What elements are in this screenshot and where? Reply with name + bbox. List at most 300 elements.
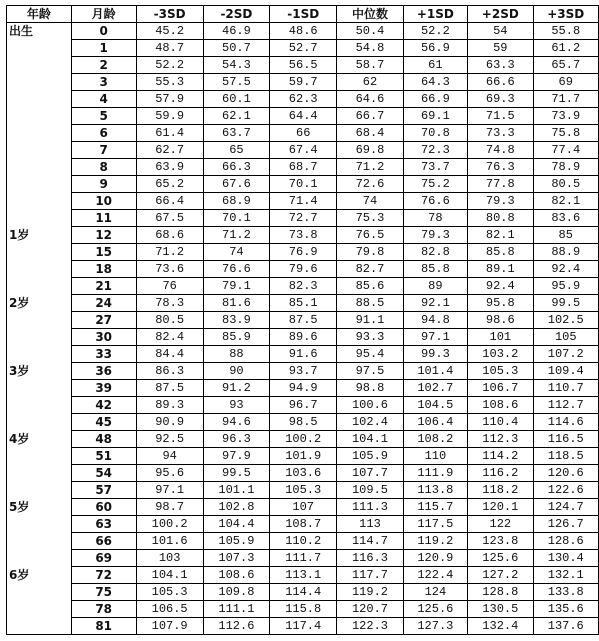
- value-cell: 92.5: [136, 431, 203, 448]
- value-cell: 67.5: [136, 210, 203, 227]
- value-cell: 76.6: [403, 193, 467, 210]
- month-cell: 33: [71, 346, 136, 363]
- value-cell: 90: [203, 363, 269, 380]
- value-cell: 97.1: [403, 329, 467, 346]
- age-cell: [7, 414, 72, 431]
- value-cell: 120.9: [403, 550, 467, 567]
- value-cell: 118.2: [468, 482, 533, 499]
- value-cell: 122.6: [533, 482, 598, 499]
- value-cell: 78.3: [136, 295, 203, 312]
- value-cell: 105: [533, 329, 598, 346]
- header-median: 中位数: [337, 6, 403, 23]
- value-cell: 52.7: [270, 40, 337, 57]
- value-cell: 100.2: [136, 516, 203, 533]
- month-cell: 36: [71, 363, 136, 380]
- value-cell: 93: [203, 397, 269, 414]
- value-cell: 82.4: [136, 329, 203, 346]
- value-cell: 66.3: [203, 159, 269, 176]
- value-cell: 75.3: [337, 210, 403, 227]
- value-cell: 85.9: [203, 329, 269, 346]
- value-cell: 70.1: [203, 210, 269, 227]
- value-cell: 63.3: [468, 57, 533, 74]
- value-cell: 115.7: [403, 499, 467, 516]
- value-cell: 114.7: [337, 533, 403, 550]
- value-cell: 65.2: [136, 176, 203, 193]
- value-cell: 69: [533, 74, 598, 91]
- value-cell: 104.5: [403, 397, 467, 414]
- value-cell: 105.9: [203, 533, 269, 550]
- value-cell: 68.7: [270, 159, 337, 176]
- value-cell: 100.2: [270, 431, 337, 448]
- value-cell: 45.2: [136, 23, 203, 40]
- table-row: [7, 414, 599, 431]
- value-cell: 110.2: [270, 533, 337, 550]
- value-cell: 76: [136, 278, 203, 295]
- value-cell: 58.7: [337, 57, 403, 74]
- month-cell: 21: [71, 278, 136, 295]
- age-cell: [7, 312, 72, 329]
- value-cell: 127.3: [403, 618, 467, 635]
- value-cell: 82.7: [337, 261, 403, 278]
- month-cell: 11: [71, 210, 136, 227]
- value-cell: 96.3: [203, 431, 269, 448]
- value-cell: 117.7: [337, 567, 403, 584]
- age-cell: 1岁: [7, 227, 72, 244]
- month-cell: 69: [71, 550, 136, 567]
- value-cell: 104.4: [203, 516, 269, 533]
- value-cell: 101: [468, 329, 533, 346]
- value-cell: 72.3: [403, 142, 467, 159]
- value-cell: 79.1: [203, 278, 269, 295]
- value-cell: 82.8: [403, 244, 467, 261]
- value-cell: 107.2: [533, 346, 598, 363]
- age-cell: [7, 176, 72, 193]
- age-cell: [7, 516, 72, 533]
- value-cell: 89: [403, 278, 467, 295]
- table-row: [7, 193, 599, 210]
- value-cell: 94.9: [270, 380, 337, 397]
- value-cell: 95.8: [468, 295, 533, 312]
- table-row: [7, 533, 599, 550]
- table-row: [7, 397, 599, 414]
- value-cell: 105.3: [270, 482, 337, 499]
- value-cell: 78.9: [533, 159, 598, 176]
- value-cell: 102.4: [337, 414, 403, 431]
- value-cell: 85.8: [468, 244, 533, 261]
- value-cell: 68.4: [337, 125, 403, 142]
- value-cell: 81.6: [203, 295, 269, 312]
- value-cell: 70.1: [270, 176, 337, 193]
- table-row: [7, 108, 599, 125]
- value-cell: 74: [203, 244, 269, 261]
- value-cell: 110.7: [533, 380, 598, 397]
- value-cell: 120.6: [533, 465, 598, 482]
- value-cell: 76.5: [337, 227, 403, 244]
- value-cell: 122.4: [403, 567, 467, 584]
- table-row: [7, 380, 599, 397]
- value-cell: 89.6: [270, 329, 337, 346]
- value-cell: 63.9: [136, 159, 203, 176]
- value-cell: 101.4: [403, 363, 467, 380]
- value-cell: 128.8: [468, 584, 533, 601]
- month-cell: 60: [71, 499, 136, 516]
- value-cell: 92.4: [468, 278, 533, 295]
- value-cell: 102.5: [533, 312, 598, 329]
- value-cell: 116.2: [468, 465, 533, 482]
- value-cell: 69.8: [337, 142, 403, 159]
- age-cell: 5岁: [7, 499, 72, 516]
- value-cell: 95.6: [136, 465, 203, 482]
- value-cell: 104.1: [136, 567, 203, 584]
- value-cell: 94.8: [403, 312, 467, 329]
- value-cell: 132.4: [468, 618, 533, 635]
- value-cell: 54: [468, 23, 533, 40]
- value-cell: 80.8: [468, 210, 533, 227]
- value-cell: 137.6: [533, 618, 598, 635]
- table-row: [7, 227, 599, 244]
- value-cell: 59.7: [270, 74, 337, 91]
- value-cell: 61.2: [533, 40, 598, 57]
- value-cell: 88.9: [533, 244, 598, 261]
- table-row: [7, 312, 599, 329]
- value-cell: 87.5: [270, 312, 337, 329]
- age-cell: [7, 108, 72, 125]
- value-cell: 83.9: [203, 312, 269, 329]
- value-cell: 66.4: [136, 193, 203, 210]
- header-plus-3sd: +3SD: [533, 6, 598, 23]
- value-cell: 69.3: [468, 91, 533, 108]
- value-cell: 99.5: [533, 295, 598, 312]
- growth-table-container: [6, 5, 599, 635]
- value-cell: 133.8: [533, 584, 598, 601]
- value-cell: 124: [403, 584, 467, 601]
- value-cell: 89.1: [468, 261, 533, 278]
- age-cell: [7, 125, 72, 142]
- value-cell: 79.3: [403, 227, 467, 244]
- value-cell: 97.1: [136, 482, 203, 499]
- header-row: [7, 6, 599, 23]
- value-cell: 93.7: [270, 363, 337, 380]
- header-minus-2sd: -2SD: [203, 6, 269, 23]
- value-cell: 97.9: [203, 448, 269, 465]
- age-cell: 出生: [7, 23, 72, 40]
- value-cell: 112.3: [468, 431, 533, 448]
- table-row: [7, 40, 599, 57]
- value-cell: 105.3: [136, 584, 203, 601]
- value-cell: 73.9: [533, 108, 598, 125]
- age-cell: [7, 142, 72, 159]
- value-cell: 111.9: [403, 465, 467, 482]
- value-cell: 85.6: [337, 278, 403, 295]
- value-cell: 106.4: [403, 414, 467, 431]
- value-cell: 89.3: [136, 397, 203, 414]
- value-cell: 62.3: [270, 91, 337, 108]
- value-cell: 114.4: [270, 584, 337, 601]
- month-cell: 4: [71, 91, 136, 108]
- age-cell: [7, 210, 72, 227]
- value-cell: 52.2: [136, 57, 203, 74]
- table-row: [7, 23, 599, 40]
- month-cell: 9: [71, 176, 136, 193]
- table-row: [7, 516, 599, 533]
- value-cell: 90.9: [136, 414, 203, 431]
- table-row: [7, 465, 599, 482]
- value-cell: 66.6: [468, 74, 533, 91]
- header-age: 年龄: [7, 6, 72, 23]
- value-cell: 57.9: [136, 91, 203, 108]
- month-cell: 45: [71, 414, 136, 431]
- value-cell: 106.5: [136, 601, 203, 618]
- value-cell: 110.4: [468, 414, 533, 431]
- value-cell: 116.3: [337, 550, 403, 567]
- table-body: [7, 23, 599, 635]
- age-cell: [7, 278, 72, 295]
- table-row: [7, 482, 599, 499]
- value-cell: 75.2: [403, 176, 467, 193]
- age-cell: [7, 533, 72, 550]
- value-cell: 55.8: [533, 23, 598, 40]
- month-cell: 51: [71, 448, 136, 465]
- age-cell: 4岁: [7, 431, 72, 448]
- value-cell: 62.1: [203, 108, 269, 125]
- header-minus-3sd: -3SD: [136, 6, 203, 23]
- value-cell: 69.1: [403, 108, 467, 125]
- value-cell: 70.8: [403, 125, 467, 142]
- age-cell: [7, 601, 72, 618]
- value-cell: 119.2: [337, 584, 403, 601]
- value-cell: 71.7: [533, 91, 598, 108]
- value-cell: 73.7: [403, 159, 467, 176]
- value-cell: 57.5: [203, 74, 269, 91]
- value-cell: 92.4: [533, 261, 598, 278]
- table-row: [7, 244, 599, 261]
- age-cell: [7, 380, 72, 397]
- month-cell: 48: [71, 431, 136, 448]
- value-cell: 122.3: [337, 618, 403, 635]
- value-cell: 109.8: [203, 584, 269, 601]
- value-cell: 111.3: [337, 499, 403, 516]
- value-cell: 82.3: [270, 278, 337, 295]
- value-cell: 61: [403, 57, 467, 74]
- value-cell: 102.7: [403, 380, 467, 397]
- table-row: [7, 584, 599, 601]
- table-row: [7, 142, 599, 159]
- value-cell: 106.7: [468, 380, 533, 397]
- value-cell: 61.4: [136, 125, 203, 142]
- value-cell: 98.6: [468, 312, 533, 329]
- value-cell: 46.9: [203, 23, 269, 40]
- table-row: [7, 346, 599, 363]
- value-cell: 59.9: [136, 108, 203, 125]
- value-cell: 115.8: [270, 601, 337, 618]
- value-cell: 95.4: [337, 346, 403, 363]
- table-row: [7, 295, 599, 312]
- value-cell: 108.7: [270, 516, 337, 533]
- value-cell: 125.6: [468, 550, 533, 567]
- month-cell: 7: [71, 142, 136, 159]
- value-cell: 85: [533, 227, 598, 244]
- value-cell: 99.3: [403, 346, 467, 363]
- value-cell: 117.4: [270, 618, 337, 635]
- value-cell: 113.1: [270, 567, 337, 584]
- value-cell: 128.6: [533, 533, 598, 550]
- value-cell: 66: [270, 125, 337, 142]
- age-cell: [7, 346, 72, 363]
- value-cell: 112.6: [203, 618, 269, 635]
- value-cell: 75.8: [533, 125, 598, 142]
- month-cell: 18: [71, 261, 136, 278]
- value-cell: 111.7: [270, 550, 337, 567]
- value-cell: 64.6: [337, 91, 403, 108]
- value-cell: 72.6: [337, 176, 403, 193]
- value-cell: 120.1: [468, 499, 533, 516]
- month-cell: 3: [71, 74, 136, 91]
- month-cell: 2: [71, 57, 136, 74]
- value-cell: 78: [403, 210, 467, 227]
- value-cell: 127.2: [468, 567, 533, 584]
- value-cell: 123.8: [468, 533, 533, 550]
- month-cell: 0: [71, 23, 136, 40]
- value-cell: 54.8: [337, 40, 403, 57]
- table-row: [7, 550, 599, 567]
- age-cell: [7, 448, 72, 465]
- month-cell: 54: [71, 465, 136, 482]
- value-cell: 107.9: [136, 618, 203, 635]
- value-cell: 88: [203, 346, 269, 363]
- month-cell: 66: [71, 533, 136, 550]
- month-cell: 81: [71, 618, 136, 635]
- value-cell: 85.8: [403, 261, 467, 278]
- month-cell: 6: [71, 125, 136, 142]
- value-cell: 68.6: [136, 227, 203, 244]
- value-cell: 100.6: [337, 397, 403, 414]
- month-cell: 5: [71, 108, 136, 125]
- value-cell: 111.1: [203, 601, 269, 618]
- value-cell: 73.8: [270, 227, 337, 244]
- value-cell: 105.9: [337, 448, 403, 465]
- value-cell: 103.2: [468, 346, 533, 363]
- table-row: [7, 74, 599, 91]
- value-cell: 64.4: [270, 108, 337, 125]
- value-cell: 55.3: [136, 74, 203, 91]
- age-cell: [7, 482, 72, 499]
- table-row: [7, 159, 599, 176]
- value-cell: 74: [337, 193, 403, 210]
- age-cell: [7, 74, 72, 91]
- table-row: [7, 618, 599, 635]
- value-cell: 64.3: [403, 74, 467, 91]
- header-month: 月龄: [71, 6, 136, 23]
- value-cell: 79.3: [468, 193, 533, 210]
- value-cell: 97.5: [337, 363, 403, 380]
- value-cell: 48.7: [136, 40, 203, 57]
- value-cell: 94.6: [203, 414, 269, 431]
- value-cell: 86.3: [136, 363, 203, 380]
- age-cell: [7, 329, 72, 346]
- value-cell: 125.6: [403, 601, 467, 618]
- table-row: [7, 567, 599, 584]
- value-cell: 126.7: [533, 516, 598, 533]
- month-cell: 24: [71, 295, 136, 312]
- month-cell: 15: [71, 244, 136, 261]
- value-cell: 65.7: [533, 57, 598, 74]
- age-cell: [7, 618, 72, 635]
- value-cell: 107: [270, 499, 337, 516]
- table-row: [7, 125, 599, 142]
- value-cell: 91.6: [270, 346, 337, 363]
- value-cell: 109.4: [533, 363, 598, 380]
- age-cell: [7, 244, 72, 261]
- age-cell: [7, 159, 72, 176]
- value-cell: 65: [203, 142, 269, 159]
- value-cell: 79.6: [270, 261, 337, 278]
- value-cell: 60.1: [203, 91, 269, 108]
- value-cell: 76.3: [468, 159, 533, 176]
- value-cell: 71.2: [337, 159, 403, 176]
- value-cell: 82.1: [468, 227, 533, 244]
- value-cell: 88.5: [337, 295, 403, 312]
- value-cell: 92.1: [403, 295, 467, 312]
- value-cell: 105.3: [468, 363, 533, 380]
- age-cell: [7, 261, 72, 278]
- value-cell: 71.2: [136, 244, 203, 261]
- value-cell: 93.3: [337, 329, 403, 346]
- month-cell: 75: [71, 584, 136, 601]
- value-cell: 73.3: [468, 125, 533, 142]
- value-cell: 54.3: [203, 57, 269, 74]
- value-cell: 56.9: [403, 40, 467, 57]
- month-cell: 72: [71, 567, 136, 584]
- value-cell: 113.8: [403, 482, 467, 499]
- value-cell: 135.6: [533, 601, 598, 618]
- month-cell: 57: [71, 482, 136, 499]
- age-cell: [7, 550, 72, 567]
- value-cell: 84.4: [136, 346, 203, 363]
- value-cell: 114.2: [468, 448, 533, 465]
- value-cell: 68.9: [203, 193, 269, 210]
- value-cell: 108.6: [468, 397, 533, 414]
- month-cell: 39: [71, 380, 136, 397]
- value-cell: 83.6: [533, 210, 598, 227]
- value-cell: 103.6: [270, 465, 337, 482]
- value-cell: 101.1: [203, 482, 269, 499]
- value-cell: 56.5: [270, 57, 337, 74]
- month-cell: 30: [71, 329, 136, 346]
- table-row: [7, 329, 599, 346]
- age-cell: [7, 91, 72, 108]
- value-cell: 109.5: [337, 482, 403, 499]
- table-row: [7, 210, 599, 227]
- value-cell: 77.4: [533, 142, 598, 159]
- value-cell: 108.2: [403, 431, 467, 448]
- value-cell: 130.4: [533, 550, 598, 567]
- age-cell: 6岁: [7, 567, 72, 584]
- table-row: [7, 278, 599, 295]
- value-cell: 67.4: [270, 142, 337, 159]
- value-cell: 74.8: [468, 142, 533, 159]
- header-plus-2sd: +2SD: [468, 6, 533, 23]
- value-cell: 91.1: [337, 312, 403, 329]
- value-cell: 122: [468, 516, 533, 533]
- value-cell: 87.5: [136, 380, 203, 397]
- value-cell: 107.3: [203, 550, 269, 567]
- value-cell: 102.8: [203, 499, 269, 516]
- value-cell: 108.6: [203, 567, 269, 584]
- value-cell: 98.8: [337, 380, 403, 397]
- value-cell: 85.1: [270, 295, 337, 312]
- value-cell: 114.6: [533, 414, 598, 431]
- value-cell: 50.4: [337, 23, 403, 40]
